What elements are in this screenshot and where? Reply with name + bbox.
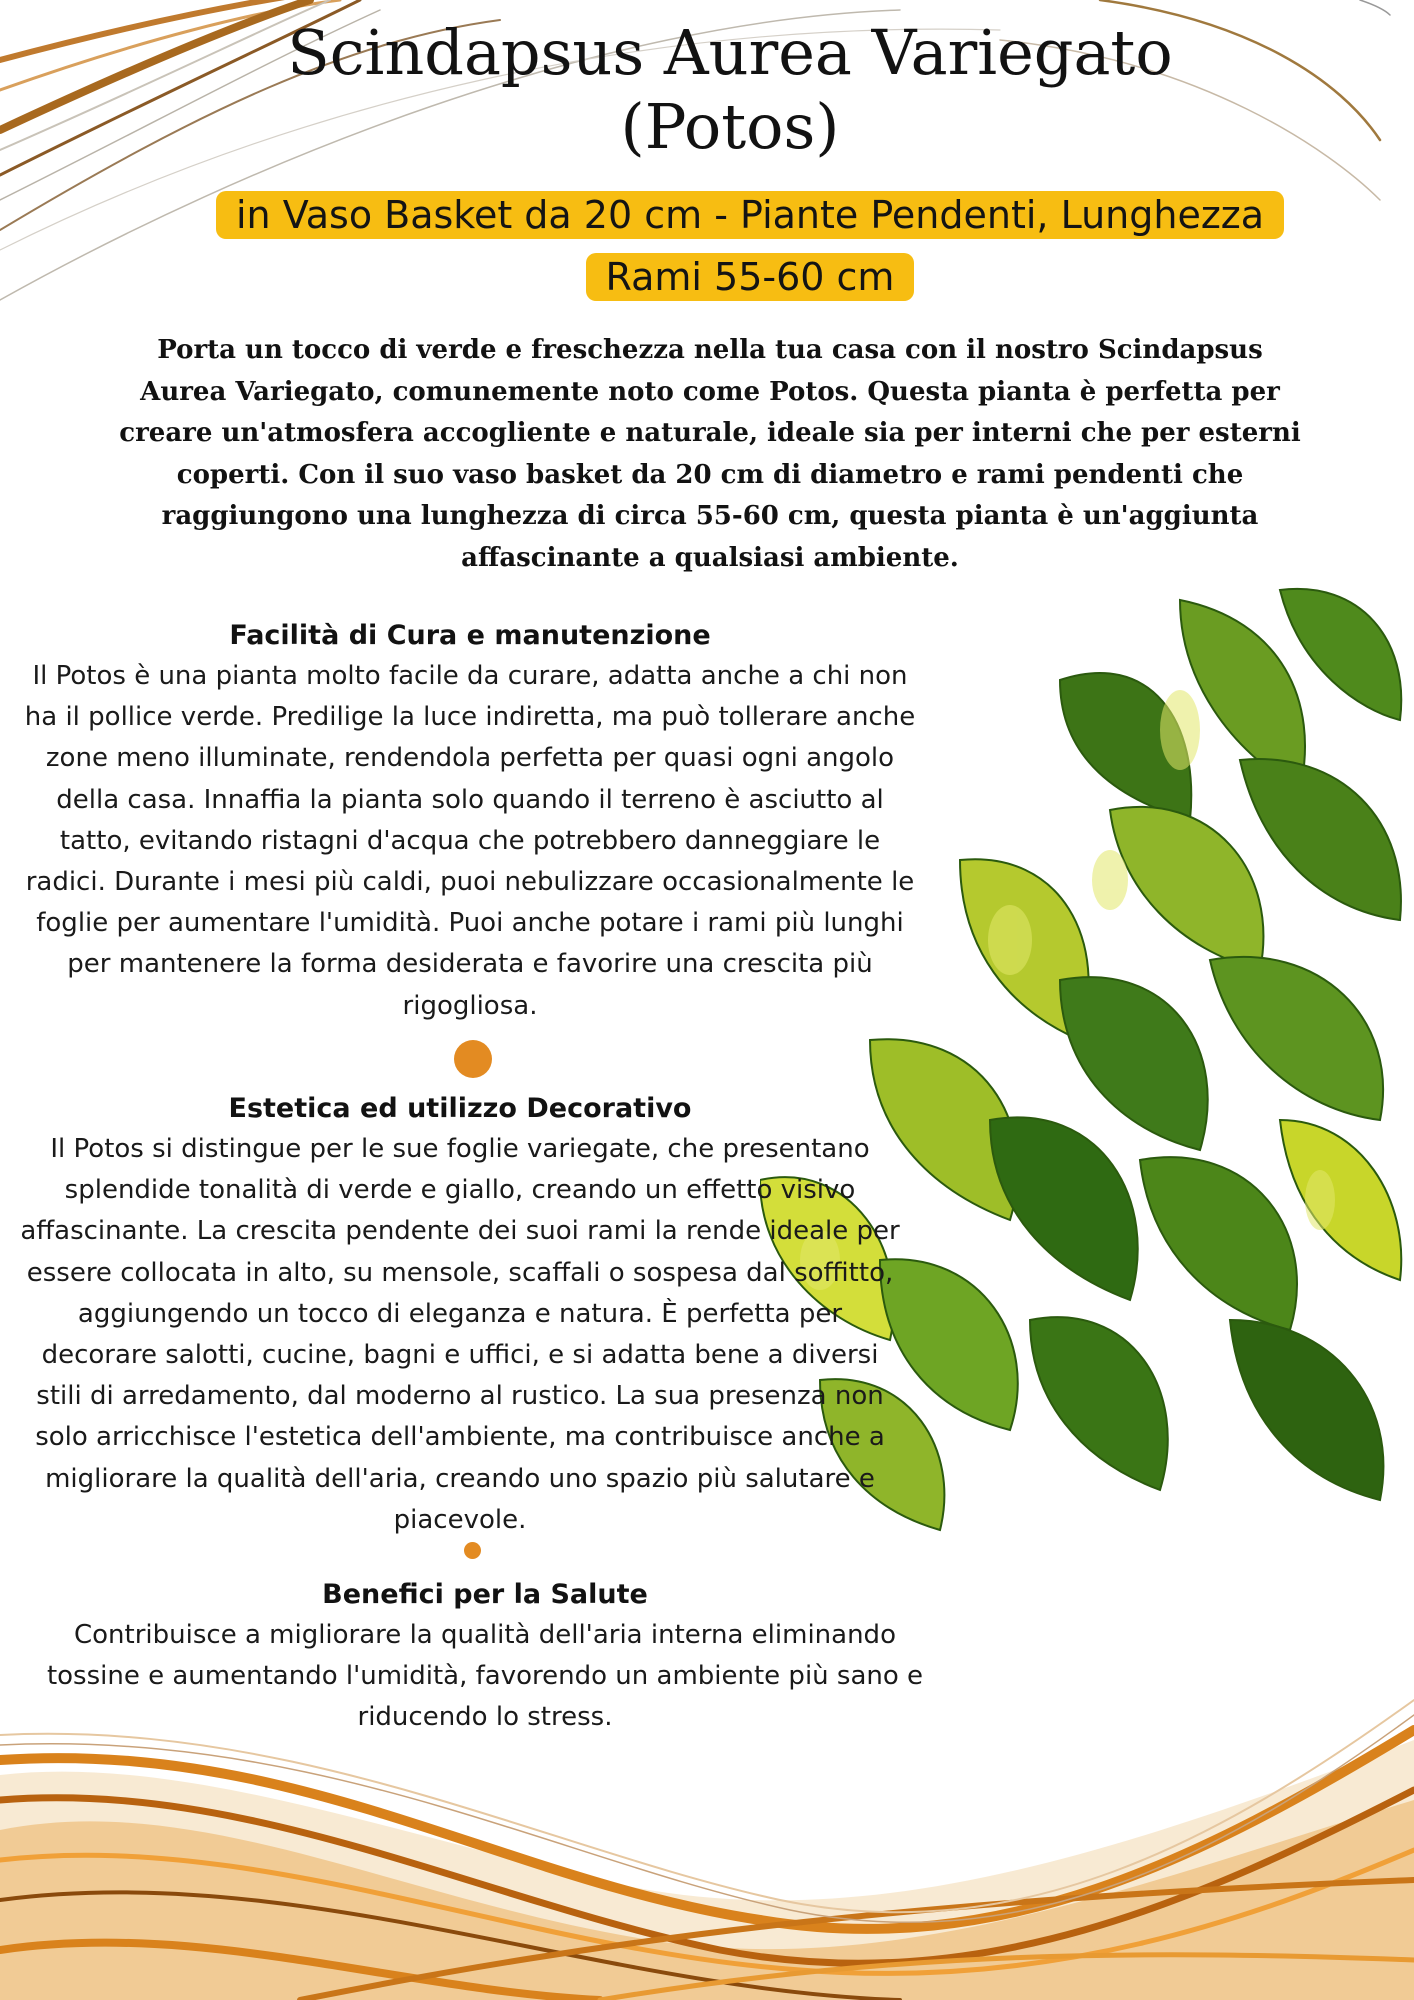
section-care-body: Il Potos è una pianta molto facile da curare, adatta anche a chi non ha il pollice verde. Predilige la luce indiretta, ma può tollerare anche zone meno illuminate, rendendola perfetta per quasi ogni angolo della casa. Innaffia la pianta solo quando il terreno è asciutto al tatto, evitando ristagni d'acqua che potrebbero danneggiare le radici. Durante i mesi più caldi, puoi nebulizzare occasionalmente le foglie per aumentare l'umidità. Puoi anche potare i rami più lunghi per mantenere la forma desiderata e favorire una crescita più rigogliosa. [24, 661, 916, 1021]
section-health [40, 1574, 930, 1739]
subtitle-banner [200, 184, 1300, 308]
subtitle-text: in Vaso Basket da 20 cm - Piante Pendenti, Lunghezza Rami 55-60 cm [216, 191, 1284, 301]
section-health-heading: Benefici per la Salute [322, 1579, 648, 1610]
decorative-dot [454, 1040, 492, 1078]
page-title: Scindapsus Aurea Variegato (Potos) [287, 16, 1173, 163]
intro-paragraph: Porta un tocco di verde e freschezza nella tua casa con il nostro Scindapsus Aurea Variegato, comunemente noto come Potos. Questa pianta è perfetta per creare un'atmosfera accogliente e naturale, ideale sia per interni che per esterni coperti. Con il suo vaso basket da 20 cm di diametro e rami pendenti che raggiungono una lunghezza di circa 55-60 cm, questa pianta è un'aggiunta affascinante a qualsiasi ambiente. [119, 335, 1301, 573]
section-health-body: Contribuisce a migliorare la qualità dell'aria interna eliminando tossine e aumentando l'umidità, favorendo un ambiente più sano e riducendo lo stress. [46, 1620, 924, 1733]
section-decor-body: Il Potos si distingue per le sue foglie variegate, che presentano splendide tonalità di verde e giallo, creando un effetto visivo affascinante. La crescita pendente dei suoi rami la rende ideale per essere collocata in alto, su mensole, scaffali o sospesa dal soffitto, aggiungendo un tocco di eleganza e natura. È perfetta per decorare salotti, cucine, bagni e uffici, e si adatta bene a diversi stili di arredamento, dal moderno al rustico. La sua presenza non solo arricchisce l'estetica dell'ambiente, ma contribuisce anche a migliorare la qualità dell'aria, creando uno spazio più salutare e piacevole. [20, 1134, 900, 1535]
section-care [20, 615, 920, 1027]
section-decor [20, 1088, 900, 1541]
section-decor-heading: Estetica ed utilizzo Decorativo [228, 1093, 692, 1124]
section-care-heading: Facilità di Cura e manutenzione [229, 620, 711, 651]
decorative-dot-small [464, 1542, 481, 1559]
